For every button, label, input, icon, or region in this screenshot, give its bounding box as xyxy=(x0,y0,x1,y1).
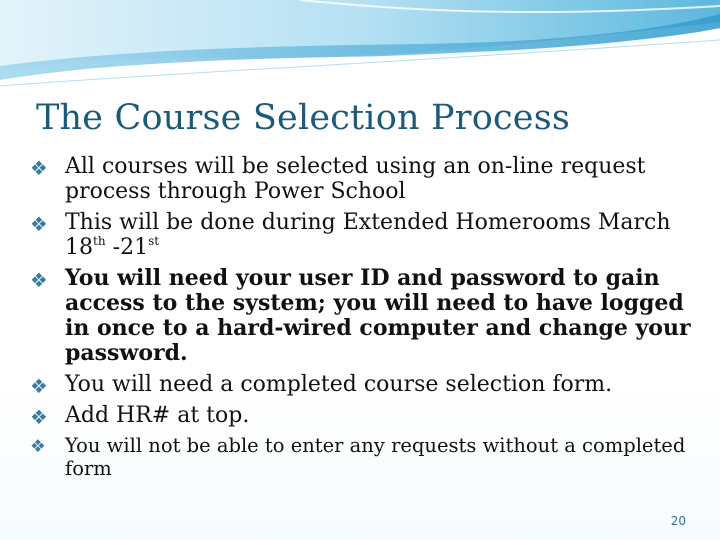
bullet-item xyxy=(30,372,702,397)
page-number: 20 xyxy=(670,514,686,528)
diamond-bullet-icon: ❖ xyxy=(30,406,48,430)
slide-title: The Course Selection Process xyxy=(36,98,571,138)
diamond-bullet-icon: ❖ xyxy=(30,213,48,237)
bullet-item xyxy=(30,403,702,428)
bullet-item xyxy=(30,210,702,260)
bullet-list xyxy=(30,154,702,480)
diamond-bullet-icon: ❖ xyxy=(30,157,48,181)
bullet-text: You will not be able to enter any requests without a completed form xyxy=(65,434,686,480)
bullet-item xyxy=(30,266,702,366)
bullet-text: This will be done during Extended Homerooms March 18 xyxy=(65,210,671,260)
bullet-text: You will need a completed course selection form. xyxy=(65,372,613,397)
header-wave-decoration xyxy=(0,0,720,100)
ordinal-suffix: th xyxy=(93,233,106,248)
bullet-text: Add HR# at top. xyxy=(65,403,250,428)
diamond-bullet-icon: ❖ xyxy=(30,437,46,458)
ordinal-suffix: st xyxy=(148,233,160,248)
bullet-item xyxy=(30,154,702,204)
bullet-item xyxy=(30,434,702,480)
bullet-text: You will need your user ID and password to gain access to the system; you will need to have logged in once to a hard-wired computer and change your password. xyxy=(65,265,691,366)
diamond-bullet-icon: ❖ xyxy=(30,375,48,399)
bullet-text: -21 xyxy=(105,235,149,260)
diamond-bullet-icon: ❖ xyxy=(30,269,48,293)
bullet-text: All courses will be selected using an on-line request process through Power School xyxy=(65,154,646,204)
